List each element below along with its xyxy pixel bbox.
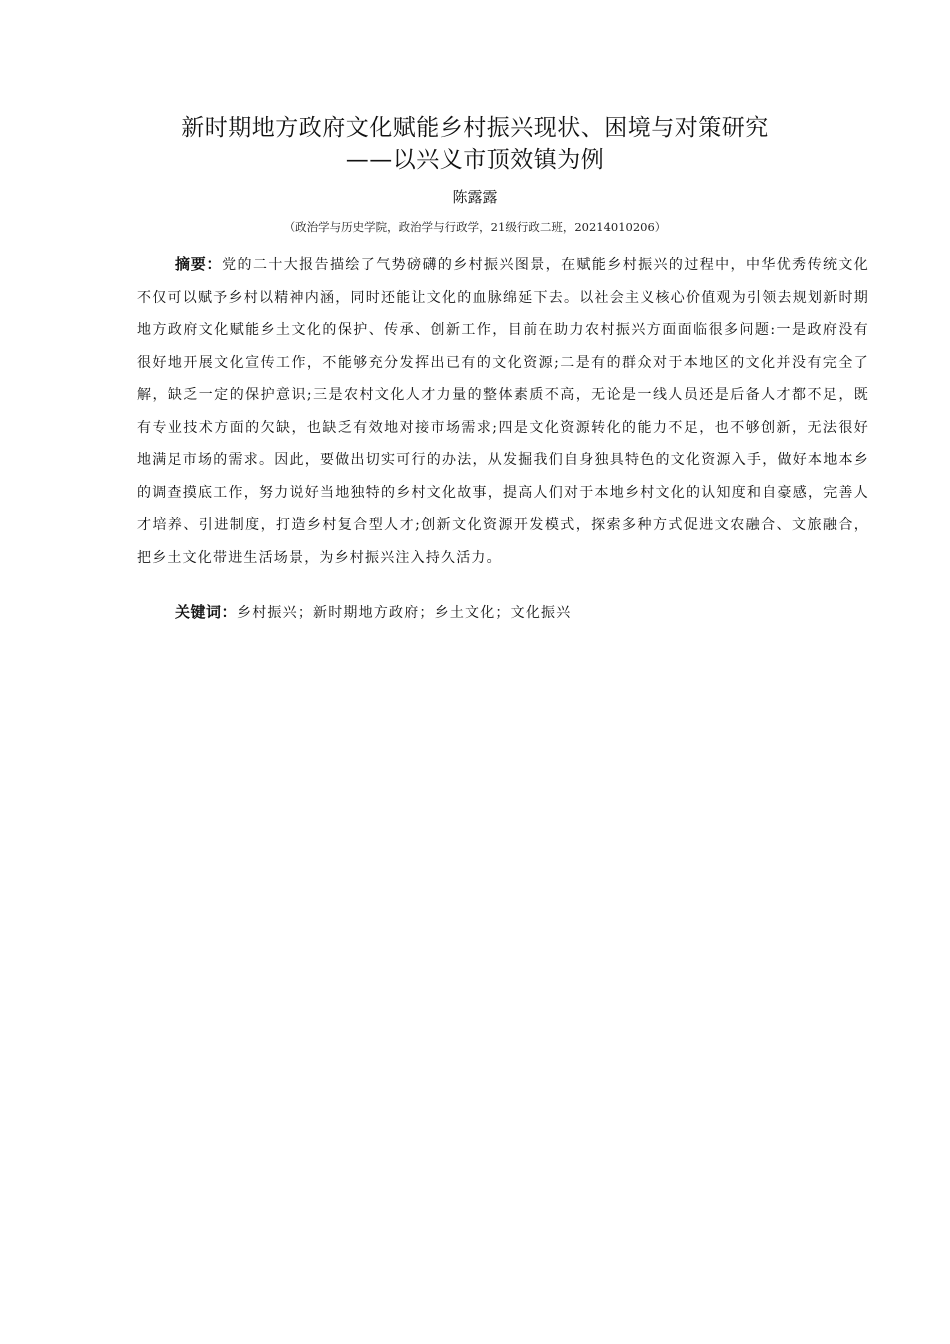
title-subtitle: ——以兴义市顶效镇为例 <box>345 147 605 173</box>
abstract-label: 摘要： <box>175 255 223 273</box>
abstract-text: 党的二十大报告描绘了气势磅礴的乡村振兴图景，在赋能乡村振兴的过程中，中华优秀传统文化不仅可以赋予乡村以精神内涵，同时还能让文化的血脉绵延下去。以社会主义核心价值观为引领去规划新时期地方政府文化赋能乡土文化的保护、传承、创新工作，目前在助力农村振兴方面面临很多问题:一是政府没有很好地开展文化宣传工作，不能够充分发挥出已有的文化资源;二是有的群众对于本地区的文化并没有完全了解，缺乏一定的保护意识;三是农村文化人才力量的整体素质不高，无论是一线人员还是后备人才都不足，既有专业技术方面的欠缺，也缺乏有效地对接市场需求;四是文化资源转化的能力不足，也不够创新，无法很好地满足市场的需求。因此，要做出切实可行的办法，从发掘我们自身独具特色的文化资源入手，做好本地本乡的调查摸底工作，努力说好当地独特的乡村文化故事，提高人们对于本地乡村文化的认知度和自豪感，完善人才培养、引进制度，打造乡村复合型人才;创新文化资源开发模式，探索多种方式促进文农融合、文旅融合，把乡土文化带进生活场景，为乡村振兴注入持久活力。 <box>137 257 869 566</box>
author-affiliation: （政治学与历史学院，政治学与行政学，21级行政二班，20214010206） <box>283 220 667 234</box>
title-main: 新时期地方政府文化赋能乡村振兴现状、困境与对策研究 <box>181 115 769 141</box>
keywords-text: 乡村振兴；新时期地方政府；乡土文化；文化振兴 <box>237 605 572 621</box>
abstract-paragraph <box>137 248 869 574</box>
author-name: 陈露露 <box>452 188 498 206</box>
keywords-label: 关键词： <box>175 603 238 621</box>
keywords-line <box>175 598 869 627</box>
paper-title <box>0 112 950 176</box>
